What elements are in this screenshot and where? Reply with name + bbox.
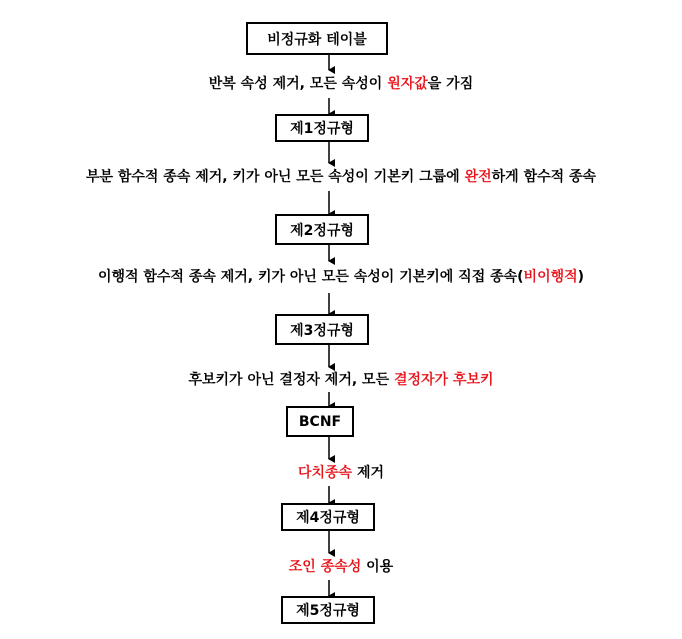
2nf-box (275, 214, 369, 245)
4nf-box (281, 503, 375, 531)
bcnf-label: BCNF (298, 413, 342, 430)
step-to-1nf-text: 반복 속성 제거, 모든 속성이 원자값을 가짐 (208, 76, 474, 92)
step-to-5nf-text: 조인 종속성 이용 (288, 559, 394, 575)
3nf-label: 제3정규형 (290, 322, 354, 339)
unnormalized-table-box (246, 22, 388, 55)
5nf-box (281, 596, 375, 624)
1nf-box (275, 114, 369, 142)
1nf-label: 제1정규형 (290, 121, 354, 137)
step-to-4nf-highlight: 다치종속 (297, 465, 353, 481)
step-to-bcnf-highlight: 결정자가 후보키 (393, 372, 494, 388)
step-to-2nf-text: 부분 함수적 종속 제거, 키가 아닌 모든 속성이 기본키 그룹에 완전하게 함수적 종속 (85, 169, 597, 185)
step-to-3nf-highlight: 비이행적 (523, 269, 578, 285)
2nf-label: 제2정규형 (290, 222, 354, 239)
step-to-3nf-text: 이행적 함수적 종속 제거, 키가 아닌 모든 속성이 기본키에 직접 종속(비이행적) (97, 269, 585, 285)
step-to-1nf-highlight: 원자값 (387, 76, 428, 92)
unnormalized-table-label: 비정규화 테이블 (267, 31, 367, 48)
bcnf-box (286, 406, 354, 437)
step-to-bcnf-text: 후보키가 아닌 결정자 제거, 모든 결정자가 후보키 (188, 372, 494, 388)
step-to-5nf-highlight: 조인 종속성 (288, 559, 362, 575)
5nf-label: 제5정규형 (296, 603, 360, 619)
step-to-4nf-text: 다치종속 제거 (297, 465, 385, 481)
step-to-2nf-highlight: 완전 (464, 169, 492, 185)
3nf-box (275, 314, 369, 345)
4nf-label: 제4정규형 (296, 510, 360, 526)
